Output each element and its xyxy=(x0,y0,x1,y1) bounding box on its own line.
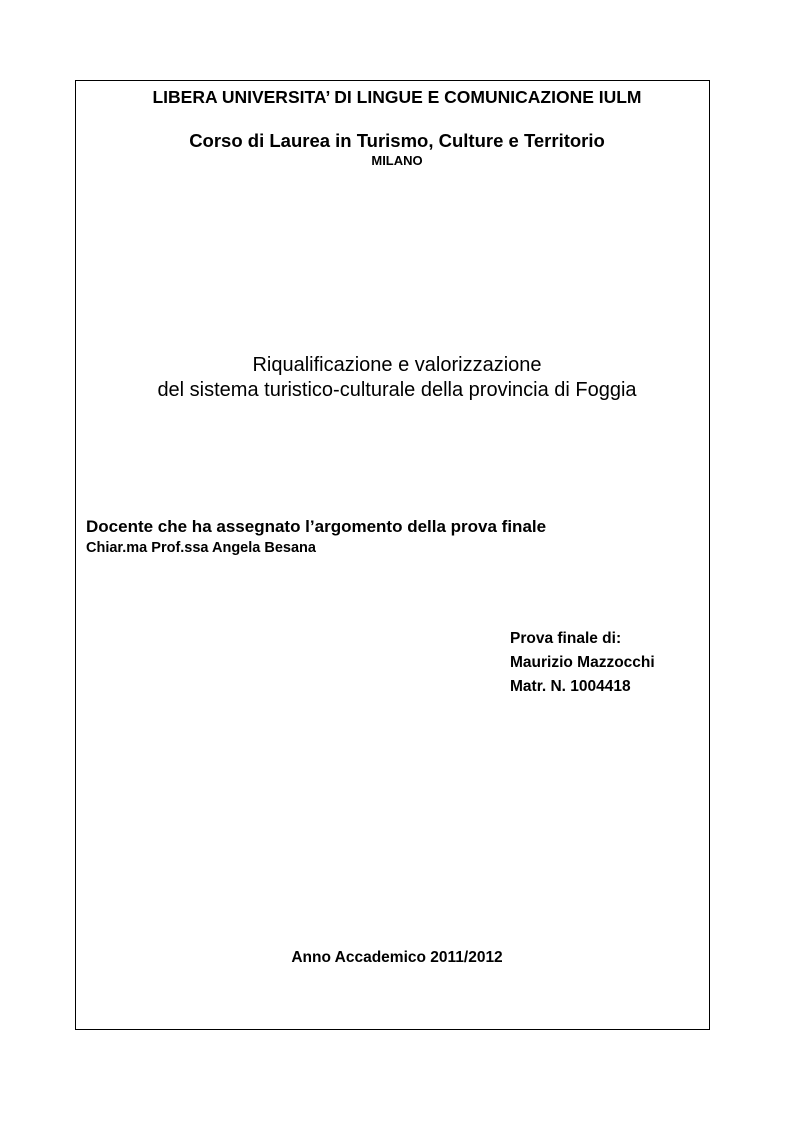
city-name: MILANO xyxy=(371,153,423,168)
author-name: Maurizio Mazzocchi xyxy=(510,654,655,671)
author-label: Prova finale di: xyxy=(510,630,622,647)
supervisor-heading: Docente che ha assegnato l’argomento della prova finale xyxy=(86,517,547,536)
thesis-title-line-1: Riqualificazione e valorizzazione xyxy=(252,354,542,376)
university-name: LIBERA UNIVERSITA’ DI LINGUE E COMUNICAZIONE IULM xyxy=(152,87,642,107)
thesis-title-line-2: del sistema turistico-culturale della provincia di Foggia xyxy=(157,379,637,401)
author-matricola: Matr. N. 1004418 xyxy=(510,678,631,695)
supervisor-name: Chiar.ma Prof.ssa Angela Besana xyxy=(86,540,316,556)
course-name: Corso di Laurea in Turismo, Culture e Territorio xyxy=(189,130,605,151)
academic-year: Anno Accademico 2011/2012 xyxy=(291,949,503,966)
